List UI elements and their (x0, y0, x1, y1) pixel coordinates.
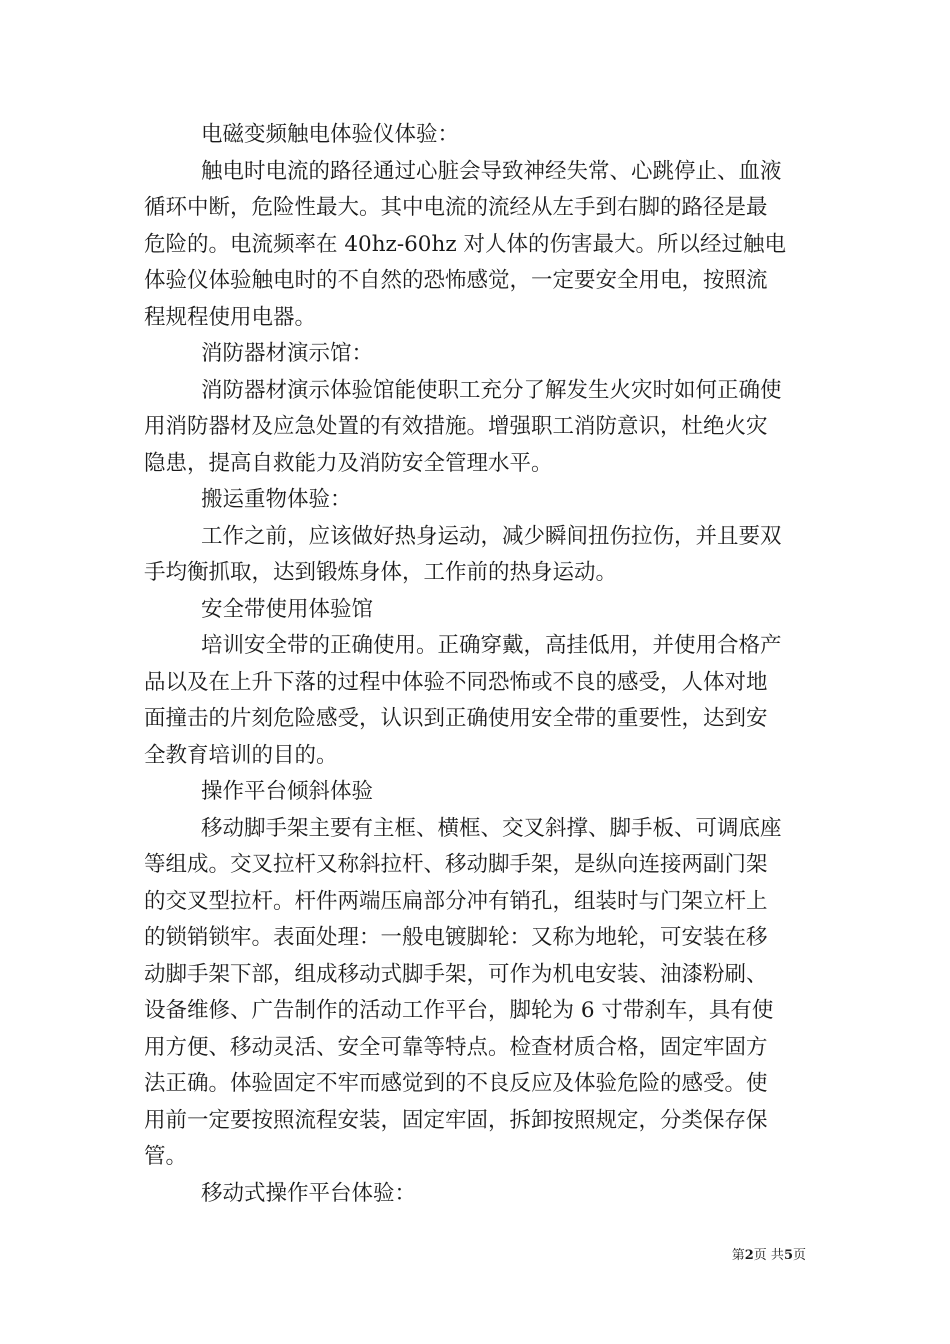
current-page-number: 2 (744, 1248, 754, 1263)
paragraph-line: 危险的。电流频率在 40hz-60hz 对人体的伤害最大。所以经过触电 (144, 231, 787, 257)
page-footer (732, 1248, 806, 1264)
paragraph-line: 动脚手架下部，组成移动式脚手架，可作为机电安装、油漆粉刷、 (144, 961, 768, 987)
paragraph-line: 隐患，提高自救能力及消防安全管理水平。 (144, 450, 553, 476)
paragraph-line: 的交叉型拉杆。杆件两端压扁部分冲有销孔，组装时与门架立杆上 (144, 888, 768, 914)
paragraph-line: 循环中断，危险性最大。其中电流的流经从左手到右脚的路径是最 (144, 195, 768, 220)
paragraph-first-line: 搬运重物体验： (201, 487, 352, 512)
footer-suffix: 页 (792, 1248, 806, 1263)
footer-prefix: 第 (731, 1248, 745, 1263)
paragraph-line: 用前一定要按照流程安装，固定牢固，拆卸按照规定，分类保存保 (144, 1107, 768, 1133)
paragraph-line: 程规程使用电器。 (144, 304, 317, 330)
paragraph-line: 手均衡抓取，达到锻炼身体，工作前的热身运动。 (144, 560, 618, 585)
paragraph-line: 法正确。体验固定不牢而感觉到的不良反应及体验危险的感受。使 (144, 1071, 768, 1096)
document-body (144, 117, 808, 1212)
paragraph-first-line: 安全带使用体验馆 (201, 596, 374, 622)
paragraph-line: 体验仪体验触电时的不自然的恐怖感觉，一定要安全用电，按照流 (144, 268, 768, 293)
paragraph-line: 管。 (144, 1144, 188, 1169)
paragraph-first-line: 工作之前，应该做好热身运动，减少瞬间扭伤拉伤，并且要双 (201, 523, 782, 549)
paragraph-line: 品以及在上升下落的过程中体验不同恐怖或不良的感受，人体对地 (144, 669, 768, 695)
paragraph-line: 设备维修、广告制作的活动工作平台，脚轮为 6 寸带刹车，具有使 (144, 998, 774, 1023)
paragraph-first-line: 消防器材演示体验馆能使职工充分了解发生火灾时如何正确使 (201, 377, 782, 403)
paragraph-first-line: 培训安全带的正确使用。正确穿戴，高挂低用，并使用合格产 (201, 633, 782, 658)
paragraph-first-line: 消防器材演示馆： (201, 341, 374, 366)
paragraph-line: 全教育培训的目的。 (144, 742, 338, 768)
paragraph-first-line: 移动脚手架主要有主框、横框、交叉斜撑、脚手板、可调底座 (201, 815, 782, 841)
paragraph-line: 的锁销锁牢。表面处理：一般电镀脚轮：又称为地轮，可安装在移 (144, 925, 768, 950)
paragraph-line: 用方便、移动灵活、安全可靠等特点。检查材质合格，固定牢固方 (144, 1034, 768, 1060)
total-page-number: 5 (783, 1248, 793, 1263)
paragraph-first-line: 移动式操作平台体验： (201, 1180, 417, 1206)
paragraph-line: 面撞击的片刻危险感受，认识到正确使用安全带的重要性，达到安 (144, 706, 768, 731)
paragraph-first-line: 触电时电流的路径通过心脏会导致神经失常、心跳停止、血液 (201, 158, 782, 184)
paragraph-first-line: 电磁变频触电体验仪体验： (201, 122, 460, 147)
paragraph-line: 等组成。交叉拉杆又称斜拉杆、移动脚手架，是纵向连接两副门架 (144, 852, 768, 877)
footer-middle: 页 共 (753, 1248, 784, 1263)
paragraph-first-line: 操作平台倾斜体验 (201, 779, 374, 804)
paragraph-line: 用消防器材及应急处置的有效措施。增强职工消防意识，杜绝火灾 (144, 414, 768, 439)
